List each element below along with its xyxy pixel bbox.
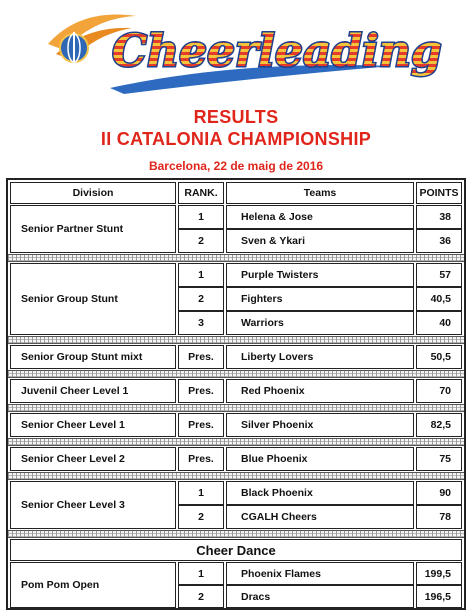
- table-header: [8, 182, 464, 204]
- points-cell: 199,5: [416, 562, 462, 585]
- division-name: Senior Cheer Level 1: [10, 413, 176, 437]
- rank-cell: Pres.: [178, 345, 224, 369]
- table-row: [8, 311, 464, 335]
- division-name: Senior Group Stunt: [10, 263, 176, 335]
- event-location-date: Barcelona, 22 de maig de 2016: [148, 159, 324, 173]
- table-row: [8, 287, 464, 311]
- table-row: [8, 379, 464, 403]
- table-row: [8, 562, 464, 585]
- points-cell: 40,5: [416, 287, 462, 311]
- rank-cell: 2: [178, 585, 224, 608]
- row-separator: [8, 404, 464, 412]
- column-header-rank: RANK.: [178, 182, 224, 204]
- page-title: RESULTS: [193, 107, 279, 127]
- section-title-cheer-dance: Cheer Dance: [10, 539, 462, 561]
- team-cell: Red Phoenix: [226, 379, 414, 403]
- division-name: Senior Partner Stunt: [10, 205, 176, 253]
- division-name: Pom Pom Open: [10, 562, 176, 608]
- team-cell: Warriors: [226, 311, 414, 335]
- team-cell: Blue Phoenix: [226, 447, 414, 471]
- points-cell: 90: [416, 481, 462, 505]
- division-name: Senior Cheer Level 3: [10, 481, 176, 529]
- logo-text: Cheerleading: [112, 26, 442, 77]
- rank-cell: 1: [178, 481, 224, 505]
- table-row: [8, 205, 464, 229]
- table-row: [8, 413, 464, 437]
- table-row: [8, 447, 464, 471]
- table-row: [8, 263, 464, 287]
- points-cell: 70: [416, 379, 462, 403]
- rank-cell: 1: [178, 205, 224, 229]
- row-separator: [8, 530, 464, 538]
- division-name: Juvenil Cheer Level 1: [10, 379, 176, 403]
- team-cell: Liberty Lovers: [226, 345, 414, 369]
- points-cell: 75: [416, 447, 462, 471]
- column-header-teams: Teams: [226, 182, 414, 204]
- team-cell: Purple Twisters: [226, 263, 414, 287]
- row-separator: [8, 370, 464, 378]
- points-cell: 38: [416, 205, 462, 229]
- column-header-division: Division: [10, 182, 176, 204]
- table-row: [8, 229, 464, 253]
- team-cell: Helena & Jose: [226, 205, 414, 229]
- championship-title: II CATALONIA CHAMPIONSHIP: [100, 129, 372, 149]
- table-row: [8, 481, 464, 505]
- rank-cell: 2: [178, 287, 224, 311]
- rank-cell: 2: [178, 505, 224, 529]
- team-cell: CGALH Cheers: [226, 505, 414, 529]
- rank-cell: Pres.: [178, 413, 224, 437]
- row-separator: [8, 438, 464, 446]
- points-cell: 196,5: [416, 585, 462, 608]
- points-cell: 40: [416, 311, 462, 335]
- results-table: [6, 178, 466, 610]
- title-block: [0, 106, 472, 174]
- cheerleading-logo: [40, 4, 442, 96]
- division-name: Senior Cheer Level 2: [10, 447, 176, 471]
- table-row: [8, 505, 464, 529]
- table-row: [8, 585, 464, 608]
- rank-cell: 3: [178, 311, 224, 335]
- row-separator: [8, 336, 464, 344]
- row-separator: [8, 472, 464, 480]
- rank-cell: 2: [178, 229, 224, 253]
- team-cell: Fighters: [226, 287, 414, 311]
- points-cell: 57: [416, 263, 462, 287]
- team-cell: Silver Phoenix: [226, 413, 414, 437]
- points-cell: 36: [416, 229, 462, 253]
- table-row: [8, 345, 464, 369]
- rank-cell: 1: [178, 562, 224, 585]
- rank-cell: Pres.: [178, 447, 224, 471]
- division-name: Senior Group Stunt mixt: [10, 345, 176, 369]
- points-cell: 82,5: [416, 413, 462, 437]
- rank-cell: 1: [178, 263, 224, 287]
- team-cell: Phoenix Flames: [226, 562, 414, 585]
- points-cell: 50,5: [416, 345, 462, 369]
- team-cell: Black Phoenix: [226, 481, 414, 505]
- row-separator: [8, 254, 464, 262]
- team-cell: Sven & Ykari: [226, 229, 414, 253]
- team-cell: Dracs: [226, 585, 414, 608]
- rank-cell: Pres.: [178, 379, 224, 403]
- points-cell: 78: [416, 505, 462, 529]
- column-header-points: POINTS: [416, 182, 462, 204]
